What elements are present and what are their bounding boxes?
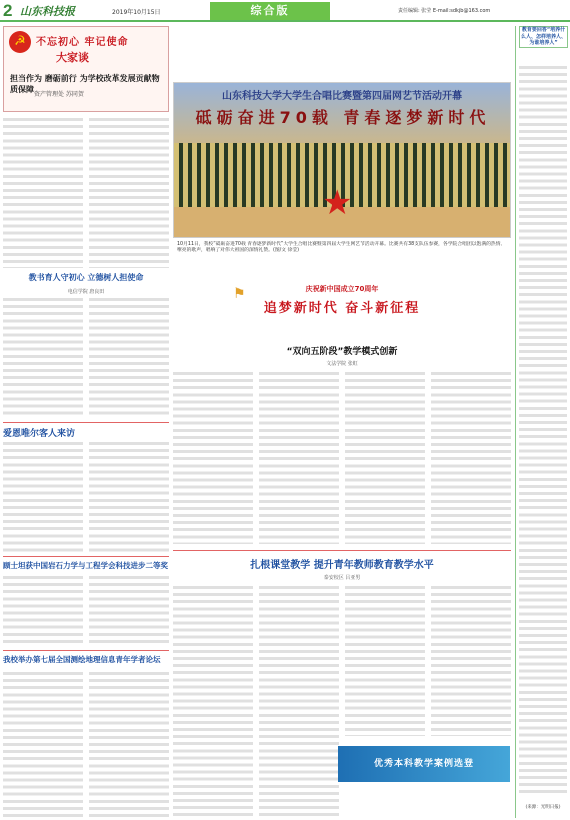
flag-icon: ⚑: [233, 286, 246, 302]
issue-date: 2019年10月15日: [112, 9, 161, 16]
article-text: [89, 298, 169, 418]
article-text: [173, 372, 253, 544]
photo-banner-title: 山东科技大学大学生合唱比赛暨第四届网艺节活动开幕: [222, 91, 462, 102]
article-text: [3, 442, 83, 552]
party-banner: [3, 26, 169, 112]
masthead: [0, 0, 570, 22]
main-column: [173, 26, 511, 818]
article-text: [89, 672, 169, 818]
photo-credit: (图/文 徐莹): [272, 248, 300, 254]
article-text: [345, 586, 425, 736]
right-column-title: 教育要回答“培养什么人、怎样培养人、为谁培养人”: [520, 27, 566, 46]
article-text: [431, 372, 511, 544]
article-text: [89, 118, 169, 268]
divider: [173, 550, 511, 551]
party-emblem-icon: ☭: [9, 31, 31, 53]
article-headline: 顾士坦获中国岩石力学与工程学会科技进步二等奖: [3, 561, 168, 570]
article-text: [519, 66, 567, 796]
section-title: 综合版: [210, 2, 330, 20]
article-headline: “双向五阶段”教学模式创新: [286, 347, 398, 357]
article-headline: 爱恩唯尔客人来访: [3, 429, 76, 439]
article-headline: 我校举办第七届全国测绘地理信息青年学者论坛: [3, 655, 161, 664]
article-text: [345, 372, 425, 544]
star-icon: ★: [322, 183, 353, 223]
celebration-header: [173, 282, 511, 322]
promo-banner: 优秀本科教学案例选登: [338, 746, 510, 782]
right-column-source: (来源：光明日报): [525, 805, 561, 810]
divider: [3, 422, 169, 423]
chorus-photo: [173, 82, 511, 238]
divider: [3, 650, 169, 651]
banner-tag: 大家谈: [56, 51, 89, 64]
photo-banner-slogan: 砥砺奋进70载 青春逐梦新时代: [195, 108, 491, 127]
article-text: [173, 586, 253, 818]
article-text: [3, 672, 83, 818]
right-title-box: [519, 26, 568, 48]
right-column: [515, 26, 568, 818]
left-column: [3, 26, 169, 818]
article-text: [89, 442, 169, 552]
article-text: [431, 586, 511, 736]
article-headline: 扎根课堂教学 提升青年教师教育教学水平: [250, 560, 434, 571]
article-text: [259, 586, 339, 818]
article-byline: 文法学院 张虹: [326, 361, 358, 367]
celebration-title: 追梦新时代 奋斗新征程: [263, 301, 421, 316]
article-text: [89, 576, 169, 646]
article-text: [259, 372, 339, 544]
article-byline: 电信学院 唐良田: [67, 289, 105, 295]
divider: [3, 556, 169, 557]
article-byline: 泰安校区 吕亚男: [323, 575, 361, 581]
banner-slogan: 不忘初心 牢记使命: [36, 37, 129, 48]
page-number: 2: [3, 1, 13, 20]
photo-caption: 10月11日，我校“砥砺奋进70载 青春逐梦新时代”大学生合唱比赛暨第四届大学生网艺节活动开幕。比赛共有38支队伍参赛，各学院合唱团以饱满的热情、嘹亮的歌声，唱响了对伟大祖国的深情礼赞。(图/文 徐莹): [177, 242, 506, 254]
article-text: [3, 576, 83, 646]
article-headline: 教书育人守初心 立德树人担使命: [28, 273, 144, 282]
editor-info: 责任编辑: 张莹 E-mail:sdkjb@163.com: [398, 8, 491, 14]
celebration-subtitle: 庆祝新中国成立70周年: [305, 285, 379, 293]
article-text: [3, 118, 83, 268]
banner-headline: 担当作为 磨砺前行 为学校改革发展贡献物质保障: [10, 74, 160, 94]
paper-logo: 山东科技报: [20, 5, 75, 18]
banner-byline: 资产管理处 苏同贺: [34, 91, 84, 98]
article-text: [3, 298, 83, 418]
